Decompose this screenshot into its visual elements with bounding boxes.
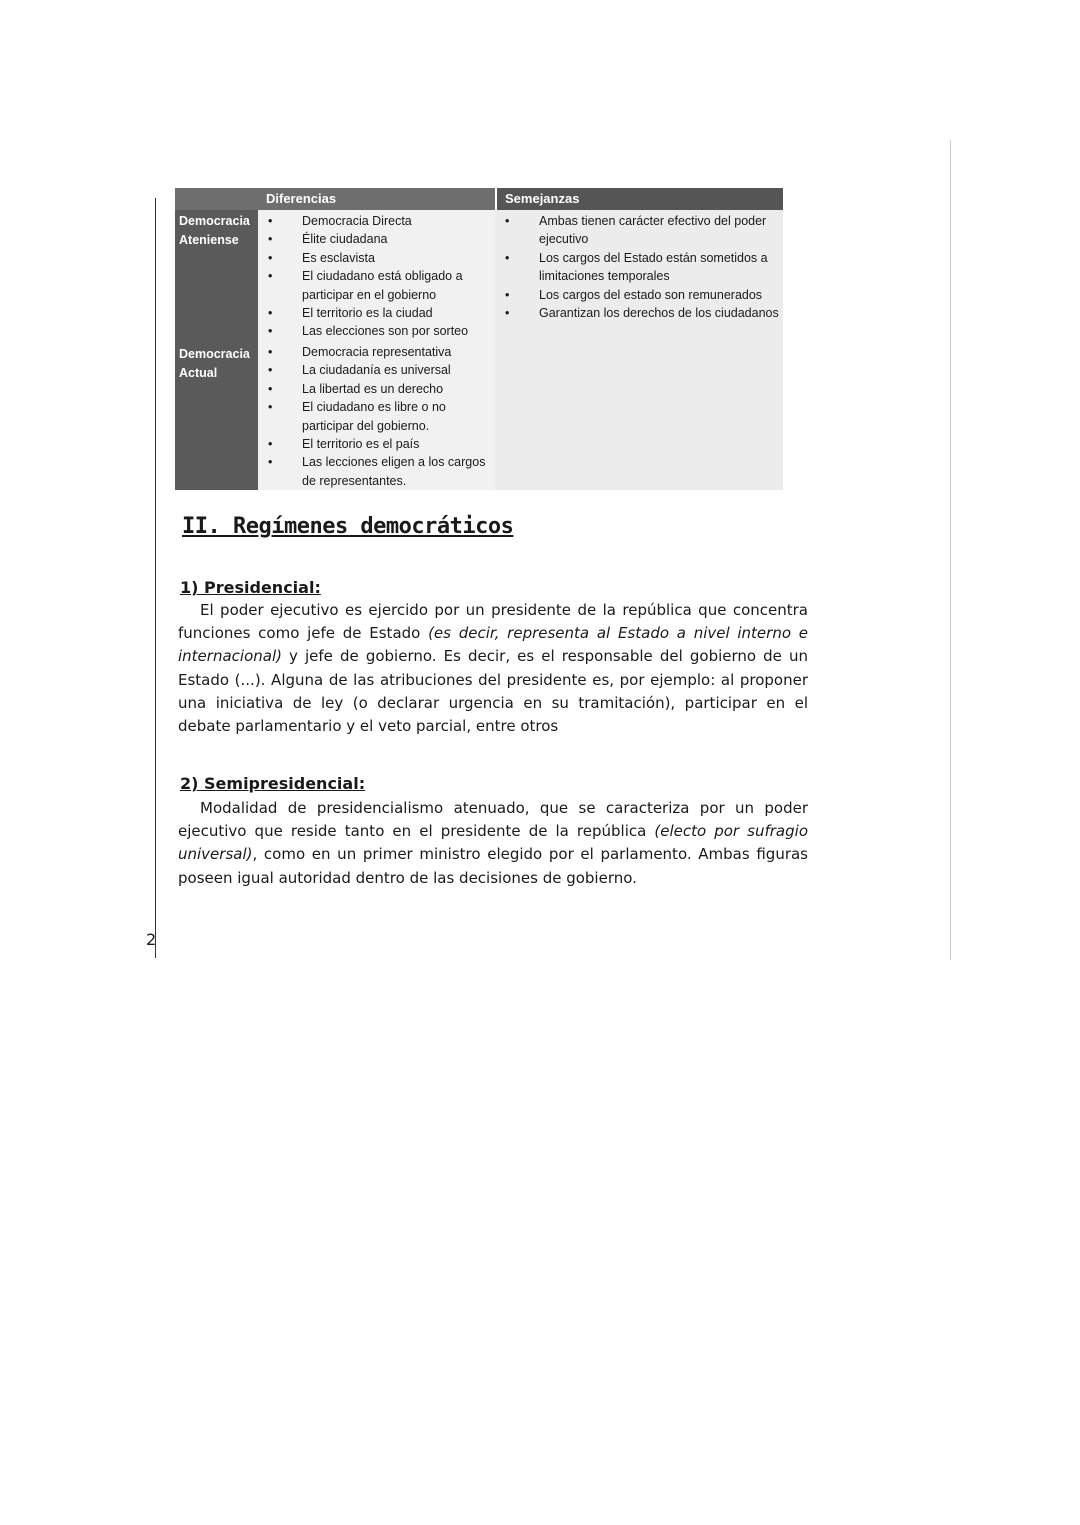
list-item: • El territorio es el país: [258, 435, 495, 453]
list-item: • Democracia representativa: [258, 343, 495, 361]
list-item: • Las elecciones son por sorteo: [258, 322, 495, 340]
comparison-table: [175, 188, 783, 490]
differences-ateniense: [258, 210, 495, 343]
list-item: • El ciudadano está obligado a participar en el gobierno: [258, 267, 495, 304]
paragraph-presidencial: El poder ejecutivo es ejercido por un presidente de la república que concentra funciones como jefe de Estado (es decir, representa al Estado a nivel interno e internacional) y jefe de gobierno. Es decir, es el responsable del gobierno de un Estado (...). Alguna de las atribuciones del presidente es, por ejemplo: al proponer una iniciativa de ley (o declarar urgencia en su tramitación), participar en el debate parlamentario y el veto parcial, entre otros: [178, 601, 808, 736]
list-item: • Las lecciones eligen a los cargos de representantes.: [258, 453, 495, 490]
list-item: • Ambas tienen carácter efectivo del poder ejecutivo: [495, 212, 783, 249]
header-differences: Diferencias: [258, 188, 495, 210]
row-label-ateniense: Democracia Ateniense: [175, 210, 258, 343]
page-edge: [950, 140, 951, 960]
list-item: • Es esclavista: [258, 249, 495, 267]
list-item: • El ciudadano es libre o no participar del gobierno.: [258, 398, 495, 435]
similarities-cell: [495, 210, 783, 490]
header-blank: [175, 188, 258, 210]
list-item: • Democracia Directa: [258, 212, 495, 230]
list-item: • La ciudadanía es universal: [258, 361, 495, 379]
list-item: • La libertad es un derecho: [258, 380, 495, 398]
list-item: • Élite ciudadana: [258, 230, 495, 248]
margin-line: [155, 198, 156, 958]
header-similarities: Semejanzas: [497, 188, 783, 210]
list-item: • Los cargos del estado son remunerados: [495, 286, 783, 304]
heading-presidencial: 1) Presidencial:: [180, 578, 321, 597]
page-number: 2: [146, 930, 157, 949]
list-item: • Garantizan los derechos de los ciudadanos: [495, 304, 783, 322]
list-item: • Los cargos del Estado están sometidos a limitaciones temporales: [495, 249, 783, 286]
heading-semipresidencial: 2) Semipresidencial:: [180, 774, 366, 793]
section-title: II. Regímenes democráticos: [182, 514, 514, 539]
paragraph-semipresidencial: Modalidad de presidencialismo atenuado, que se caracteriza por un poder ejecutivo que reside tanto en el presidente de la república (electo por sufragio universal), como en un primer ministro elegido por el parlamento. Ambas figuras poseen igual autoridad dentro de las decisiones de gobierno.: [178, 799, 808, 887]
list-item: • El territorio es la ciudad: [258, 304, 495, 322]
differences-actual: [258, 343, 495, 490]
row-label-actual: Democracia Actual: [175, 343, 258, 490]
